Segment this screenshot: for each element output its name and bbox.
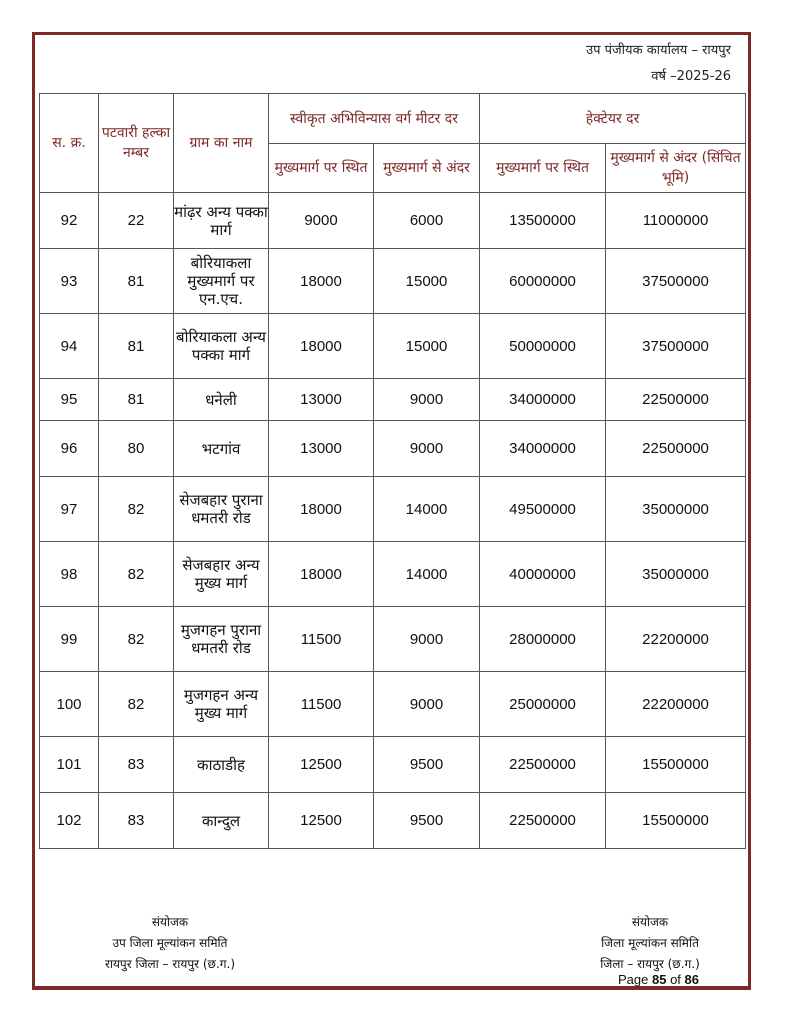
cell-ha-inside: 15500000 [606,793,746,849]
table-row [40,379,746,421]
col-group-hectare-rate: हेक्टेयर दर [480,94,746,144]
cell-halka: 82 [99,607,174,672]
cell-sqm-on-main: 18000 [269,249,374,314]
col-header-sqm-on-main: मुख्यमार्ग पर स्थित [269,144,374,193]
office-name: उप पंजीयक कार्यालय – रायपुर [586,43,731,58]
cell-sqm-inside: 9500 [374,737,480,793]
cell-village: कान्दुल [174,793,269,849]
footer-right-line1: जिला मूल्यांकन समिति [601,936,699,950]
cell-ha-on-main: 40000000 [480,542,606,607]
cell-ha-on-main: 25000000 [480,672,606,737]
cell-sqm-on-main: 18000 [269,477,374,542]
page-prefix: Page [617,972,649,987]
cell-ha-inside: 35000000 [606,542,746,607]
cell-sqm-on-main: 18000 [269,314,374,379]
footer-left-line2: रायपुर जिला – रायपुर (छ.ग.) [104,957,236,971]
footer-right-title: संयोजक [631,915,669,929]
table-row [40,477,746,542]
cell-sqm-inside: 9000 [374,421,480,477]
cell-sno: 100 [40,672,99,737]
cell-sqm-inside: 15000 [374,314,480,379]
table-row [40,672,746,737]
cell-sqm-inside: 14000 [374,542,480,607]
cell-sqm-on-main: 13000 [269,421,374,477]
cell-sno: 93 [40,249,99,314]
cell-sqm-on-main: 9000 [269,193,374,249]
cell-halka: 83 [99,737,174,793]
cell-ha-inside: 22500000 [606,421,746,477]
cell-halka: 22 [99,193,174,249]
cell-village: सेजबहार अन्य मुख्य मार्ग [174,542,269,607]
table-row [40,737,746,793]
cell-sqm-inside: 9000 [374,379,480,421]
cell-sqm-on-main: 11500 [269,672,374,737]
cell-sqm-inside: 6000 [374,193,480,249]
cell-sqm-on-main: 12500 [269,737,374,793]
cell-halka: 82 [99,672,174,737]
cell-sqm-inside: 9000 [374,672,480,737]
table-row [40,193,746,249]
cell-sqm-on-main: 18000 [269,542,374,607]
cell-sno: 95 [40,379,99,421]
cell-sno: 96 [40,421,99,477]
col-header-halka: पटवारी हल्का नम्बर [99,94,174,193]
cell-village: सेजबहार पुराना धमतरी रोड [174,477,269,542]
cell-halka: 82 [99,542,174,607]
page-total: 86 [684,972,699,987]
rate-table [39,93,746,849]
page-current: 85 [651,972,667,987]
table-row [40,793,746,849]
col-header-sno: स. क्र. [40,94,99,193]
cell-ha-on-main: 60000000 [480,249,606,314]
cell-ha-inside: 11000000 [606,193,746,249]
cell-village: बोरियाकला मुख्यमार्ग पर एन.एच. [174,249,269,314]
cell-ha-inside: 15500000 [606,737,746,793]
cell-sqm-inside: 9500 [374,793,480,849]
page-of: of [670,972,681,987]
cell-sno: 94 [40,314,99,379]
cell-sno: 97 [40,477,99,542]
col-header-sqm-inside: मुख्यमार्ग से अंदर [374,144,480,193]
footer-left-title: संयोजक [151,915,189,929]
cell-sqm-inside: 15000 [374,249,480,314]
cell-sno: 92 [40,193,99,249]
cell-sno: 99 [40,607,99,672]
cell-sqm-on-main: 12500 [269,793,374,849]
cell-sno: 98 [40,542,99,607]
footer-signature-right [540,912,760,975]
cell-village: मांढ़र अन्य पक्का मार्ग [174,193,269,249]
cell-sqm-inside: 9000 [374,607,480,672]
cell-ha-on-main: 13500000 [480,193,606,249]
cell-village: धनेली [174,379,269,421]
table-row [40,421,746,477]
cell-ha-inside: 37500000 [606,249,746,314]
cell-ha-inside: 37500000 [606,314,746,379]
cell-ha-on-main: 22500000 [480,793,606,849]
cell-ha-inside: 35000000 [606,477,746,542]
footer-right-line2: जिला – रायपुर (छ.ग.) [600,957,700,971]
cell-village: काठाडीह [174,737,269,793]
footer-left-line1: उप जिला मूल्यांकन समिति [112,936,228,950]
col-header-ha-on-main: मुख्यमार्ग पर स्थित [480,144,606,193]
table-row [40,314,746,379]
cell-ha-on-main: 34000000 [480,379,606,421]
cell-ha-on-main: 49500000 [480,477,606,542]
cell-ha-on-main: 50000000 [480,314,606,379]
cell-halka: 82 [99,477,174,542]
cell-halka: 81 [99,314,174,379]
cell-village: मुजगहन पुराना धमतरी रोड [174,607,269,672]
footer-signature-left [60,912,280,975]
cell-halka: 80 [99,421,174,477]
cell-village: बोरियाकला अन्य पक्का मार्ग [174,314,269,379]
col-header-village: ग्राम का नाम [174,94,269,193]
col-group-sqm-rate: स्वीकृत अभिविन्यास वर्ग मीटर दर [269,94,480,144]
financial-year: वर्ष –2025-26 [651,69,731,84]
cell-halka: 81 [99,379,174,421]
cell-halka: 81 [99,249,174,314]
cell-sno: 102 [40,793,99,849]
cell-halka: 83 [99,793,174,849]
cell-ha-inside: 22500000 [606,379,746,421]
cell-ha-on-main: 22500000 [480,737,606,793]
cell-sqm-on-main: 13000 [269,379,374,421]
cell-village: मुजगहन अन्य मुख्य मार्ग [174,672,269,737]
table-body [40,193,746,849]
cell-sno: 101 [40,737,99,793]
col-header-ha-inside: मुख्यमार्ग से अंदर (सिंचित भूमि) [606,144,746,193]
table-row [40,607,746,672]
table-row [40,542,746,607]
cell-sqm-inside: 14000 [374,477,480,542]
cell-ha-on-main: 28000000 [480,607,606,672]
cell-ha-inside: 22200000 [606,672,746,737]
cell-sqm-on-main: 11500 [269,607,374,672]
cell-village: भटगांव [174,421,269,477]
table-row [40,249,746,314]
cell-ha-inside: 22200000 [606,607,746,672]
cell-ha-on-main: 34000000 [480,421,606,477]
page-number [618,972,699,987]
